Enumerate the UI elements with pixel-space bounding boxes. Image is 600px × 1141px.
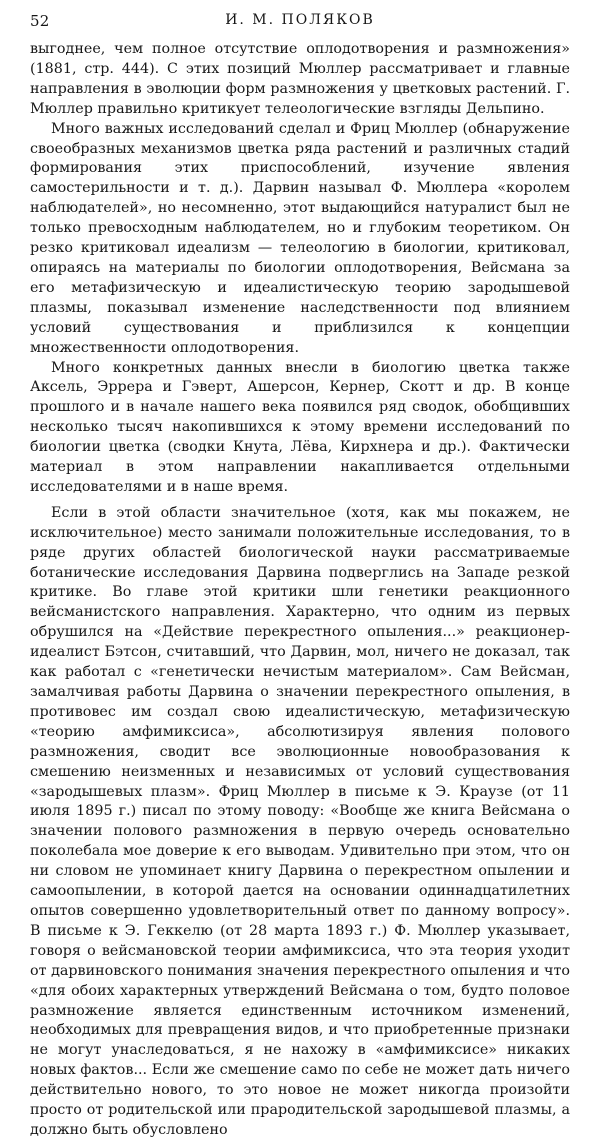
running-head: И. М. ПОЛЯКОВ — [225, 12, 375, 28]
paragraph-fritz-muller: Много важных исследований сделал и Фриц Мюллер (обнаружение своеобразных механизмов цветка ряда растений и различных стадий формирования этих приспособлений, изучение явления самостерильности и т. д.). Дарвин называл Ф. Мюллера «королем наблюдателей», но несомненно, этот выдающийся натуралист был не только превосходным наблюдателем, но и глубоким теоретиком. Он резко критиковал идеализм — телеологию в биологии, критиковал, опираясь на материалы по биологии оплодотворения, Вейсмана за его метафизическую и идеалистическую теорию зародышевой плазмы, показывал изменение наследственности под влиянием условий существования и приблизился к концепции множественности оплодотворения. — [30, 120, 570, 356]
book-page — [30, 12, 570, 1141]
paragraph-continuation: выгоднее, чем полное отсутствие оплодотворения и размножения» (1881, стр. 444). С этих позиций Мюллер рассматривает и главные направления в эволюции форм размножения у цветковых растений. Г. Мюллер правильно критикует телеологические взгляды Дельпино. — [30, 41, 570, 117]
paragraph-weismann-critique: Если в этой области значительное (хотя, как мы покажем, не исключительное) место занимали положительные исследования, то в ряде других областей биологической науки рассматриваемые ботанические исследования Дарвина подверглись на Западе резкой критике. Во главе этой критики шли генетики реакционного вейсманистского направления. Характерно, что одним из первых обрушился на «Действие перекрестного опыления...» реакционер-идеалист Бэтсон, считавший, что Дарвин, мол, ничего не доказал, так как работал с «генетически нечистым материалом». Сам Вейсман, замалчивая работы Дарвина о значении перекрестного опыления, в противовес им создал свою идеалистическую, метафизическую «теорию амфимиксиса», абсолютизируя явления полового размножения, сводит все эволюционные новообразования к смешению неизменных и независимых от условий существования «зародышевых плазм». Фриц Мюллер в письме к Э. Краузе (от 11 июля 1895 г.) писал по этому поводу: «Вообще же книга Вейсмана о значении полового размножения в первую очередь основательно поколебала мое доверие к его выводам. Удивительно при этом, что он ни словом не упоминает книгу Дарвина о перекрестном опылении и самоопылении, в которой дается на основании одиннадцатилетних опытов совершенно удовлетворительный ответ по данному вопросу». В письме к Э. Геккелю (от 28 марта 1893 г.) Ф. Мюллер указывает, говоря о вейсмановской теории амфимиксиса, что эта теория уходит от дарвиновского понимания значения перекрестного опыления и что «для обоих характерных утверждений Вейсмана о том, будто половое размножение является единственным источником изменений, необходимых для превращения видов, и что приобретенные признаки не могут унаследоваться, я не нахожу в «амфимиксисе» никаких новых фактов... Если же смешение само по себе не может дать ничего действительно нового, то это новое не может никогда произойти просто от родительской или прародительской зародышевой плазмы, а должно быть обусловлено — [30, 504, 570, 1138]
page-header — [30, 12, 570, 34]
page-number: 52 — [30, 12, 50, 30]
paragraph-flower-biology: Много конкретных данных внесли в биологию цветка также Аксель, Эррера и Гэверт, Ашерсон, Кернер, Скотт и др. В конце прошлого и в начале нашего века появился ряд сводок, обобщивших несколько тысяч накопившихся к этому времени исследований по биологии цветка (сводки Кнута, Лёва, Кирхнера и др.). Фактически материал в этом направлении накапливается отдельными исследователями и в наше время. — [30, 359, 570, 495]
